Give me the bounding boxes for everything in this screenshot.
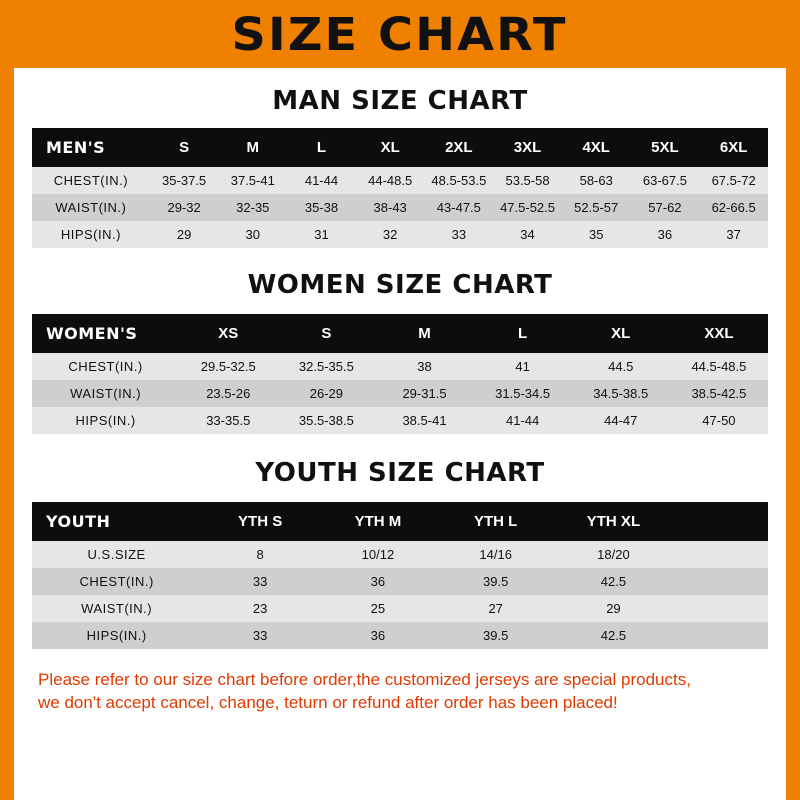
men-cell-2-2: 31 [287,221,356,248]
youth-corner-label: YOUTH [32,502,201,541]
women-cell-0-3: 41 [474,353,572,380]
table-row [32,221,768,248]
men-cell-0-5: 53.5-58 [493,167,562,194]
youth-row-2-label: WAIST(IN.) [32,595,201,622]
youth-cell-1-3: 42.5 [555,568,673,595]
men-cell-1-7: 57-62 [631,194,700,221]
men-cell-2-4: 33 [425,221,494,248]
women-col-0: XS [179,314,277,353]
men-col-3: XL [356,128,425,167]
women-cell-1-5: 38.5-42.5 [670,380,768,407]
table-row [32,167,768,194]
youth-cell-2-1: 25 [319,595,437,622]
men-col-7: 5XL [631,128,700,167]
women-size-table [32,314,768,434]
women-section-heading: WOMEN SIZE CHART [247,270,553,300]
men-cell-0-8: 67.5-72 [699,167,768,194]
women-col-1: S [277,314,375,353]
women-cell-2-0: 33-35.5 [179,407,277,434]
women-cell-1-1: 26-29 [277,380,375,407]
men-col-5: 3XL [493,128,562,167]
youth-table-body [32,541,768,649]
youth-cell-2-2: 27 [437,595,555,622]
table-header-row [32,502,768,541]
women-col-4: XL [572,314,670,353]
table-row [32,380,768,407]
women-col-2: M [375,314,473,353]
youth-cell-3-2: 39.5 [437,622,555,649]
men-cell-1-6: 52.5-57 [562,194,631,221]
women-table-head [32,314,768,353]
footnote-line-1: Please refer to our size chart before order,the customized jerseys are special products, [38,670,691,689]
youth-cell-1-spacer [672,568,768,595]
men-cell-1-2: 35-38 [287,194,356,221]
men-col-4: 2XL [425,128,494,167]
women-table-body [32,353,768,434]
women-col-3: L [474,314,572,353]
youth-col-2: YTH L [437,502,555,541]
men-cell-1-1: 32-35 [218,194,287,221]
men-col-6: 4XL [562,128,631,167]
men-cell-0-7: 63-67.5 [631,167,700,194]
women-row-2-label: HIPS(IN.) [32,407,179,434]
women-corner-label: WOMEN'S [32,314,179,353]
youth-table-head [32,502,768,541]
youth-cell-0-3: 18/20 [555,541,673,568]
table-row [32,595,768,622]
youth-size-table [32,502,768,649]
women-cell-1-2: 29-31.5 [375,380,473,407]
men-table-head [32,128,768,167]
men-section-heading: MAN SIZE CHART [272,86,528,116]
content [14,86,786,715]
youth-col-3: YTH XL [555,502,673,541]
women-row-1-label: WAIST(IN.) [32,380,179,407]
men-cell-2-7: 36 [631,221,700,248]
youth-row-3-label: HIPS(IN.) [32,622,201,649]
table-row [32,568,768,595]
youth-cell-0-1: 10/12 [319,541,437,568]
youth-cell-2-spacer [672,595,768,622]
men-cell-1-5: 47.5-52.5 [493,194,562,221]
youth-cell-2-0: 23 [201,595,319,622]
men-row-1-label: WAIST(IN.) [32,194,150,221]
women-cell-2-2: 38.5-41 [375,407,473,434]
men-cell-2-5: 34 [493,221,562,248]
men-cell-1-8: 62-66.5 [699,194,768,221]
footnote [32,669,768,715]
men-cell-0-1: 37.5-41 [218,167,287,194]
youth-cell-3-spacer [672,622,768,649]
youth-col-1: YTH M [319,502,437,541]
women-cell-0-5: 44.5-48.5 [670,353,768,380]
men-size-table [32,128,768,248]
men-cell-2-0: 29 [150,221,219,248]
men-cell-2-8: 37 [699,221,768,248]
men-cell-0-2: 41-44 [287,167,356,194]
youth-cell-2-3: 29 [555,595,673,622]
men-table-body [32,167,768,248]
women-cell-2-5: 47-50 [670,407,768,434]
men-col-0: S [150,128,219,167]
men-col-8: 6XL [699,128,768,167]
footnote-line-2: we don't accept cancel, change, teturn or refund after order has been placed! [38,692,618,712]
youth-cell-1-0: 33 [201,568,319,595]
youth-row-1-label: CHEST(IN.) [32,568,201,595]
youth-cell-3-1: 36 [319,622,437,649]
men-cell-0-4: 48.5-53.5 [425,167,494,194]
men-cell-1-3: 38-43 [356,194,425,221]
men-col-2: L [287,128,356,167]
youth-col-spacer [672,502,768,541]
youth-cell-3-0: 33 [201,622,319,649]
table-row [32,541,768,568]
women-cell-0-2: 38 [375,353,473,380]
table-row [32,407,768,434]
women-cell-1-3: 31.5-34.5 [474,380,572,407]
men-row-0-label: CHEST(IN.) [32,167,150,194]
men-row-2-label: HIPS(IN.) [32,221,150,248]
women-cell-1-4: 34.5-38.5 [572,380,670,407]
women-cell-2-1: 35.5-38.5 [277,407,375,434]
youth-cell-0-spacer [672,541,768,568]
table-row [32,622,768,649]
women-cell-2-4: 44-47 [572,407,670,434]
women-row-0-label: CHEST(IN.) [32,353,179,380]
men-cell-2-6: 35 [562,221,631,248]
men-col-1: M [218,128,287,167]
table-row [32,353,768,380]
youth-cell-1-2: 39.5 [437,568,555,595]
banner [14,0,786,68]
table-header-row [32,128,768,167]
men-cell-1-0: 29-32 [150,194,219,221]
women-cell-1-0: 23.5-26 [179,380,277,407]
youth-section-heading: YOUTH SIZE CHART [255,458,545,488]
youth-cell-0-0: 8 [201,541,319,568]
youth-cell-3-3: 42.5 [555,622,673,649]
youth-row-0-label: U.S.SIZE [32,541,201,568]
page-title: SIZE CHART [231,7,569,61]
table-row [32,194,768,221]
men-corner-label: MEN'S [32,128,150,167]
men-cell-0-0: 35-37.5 [150,167,219,194]
women-cell-0-1: 32.5-35.5 [277,353,375,380]
men-cell-1-4: 43-47.5 [425,194,494,221]
women-cell-2-3: 41-44 [474,407,572,434]
men-cell-2-3: 32 [356,221,425,248]
table-header-row [32,314,768,353]
women-cell-0-4: 44.5 [572,353,670,380]
men-cell-0-3: 44-48.5 [356,167,425,194]
youth-cell-1-1: 36 [319,568,437,595]
men-cell-2-1: 30 [218,221,287,248]
women-cell-0-0: 29.5-32.5 [179,353,277,380]
women-col-5: XXL [670,314,768,353]
men-cell-0-6: 58-63 [562,167,631,194]
youth-col-0: YTH S [201,502,319,541]
youth-cell-0-2: 14/16 [437,541,555,568]
